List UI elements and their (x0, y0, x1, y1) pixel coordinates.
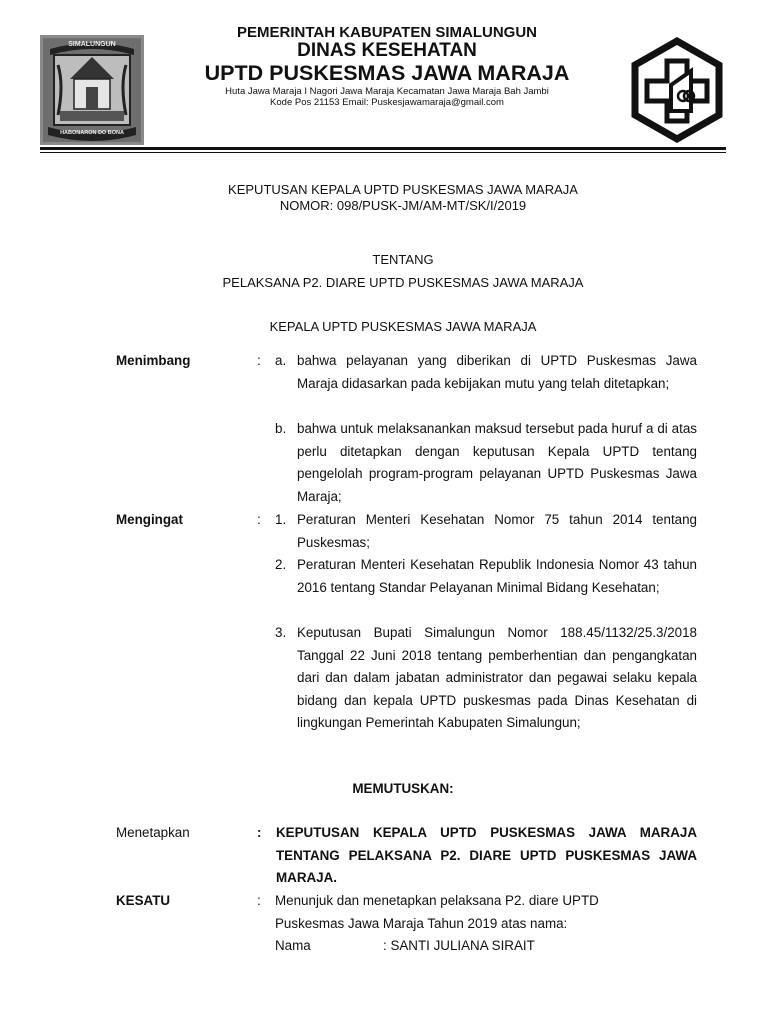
puskesmas-logo (627, 35, 727, 145)
letterhead-line3: UPTD PUSKESMAS JAWA MARAJA (204, 61, 570, 85)
letterhead-address2: Kode Pos 21153 Email: Puskesjawamaraja@gmail.com (270, 97, 504, 108)
mengingat-marker-1: 1. (275, 512, 287, 527)
mengingat-marker-2: 2. (275, 557, 287, 572)
tentang-heading: TENTANG (372, 252, 434, 267)
menimbang-item-b: bahwa untuk melaksanankan maksud tersebut pada huruf a di atas perlu ditetapkan dengan keputusan Kepala UPTD tentang pengelolah program-program pelayanan UPTD Puskesmas Jawa Maraja; (297, 421, 697, 504)
kesatu-label: KESATU (116, 893, 171, 908)
letterhead-address1: Huta Jawa Maraja I Nagori Jawa Maraja Kecamatan Jawa Maraja Bah Jambi (225, 86, 549, 97)
menetapkan-colon: : (257, 825, 262, 840)
mengingat-marker-3: 3. (275, 625, 287, 640)
decree-title: KEPUTUSAN KEPALA UPTD PUSKESMAS JAWA MARAJA (228, 182, 578, 197)
memutuskan-heading: MEMUTUSKAN: (352, 781, 454, 796)
mengingat-label: Mengingat (116, 512, 183, 527)
decree-subject: PELAKSANA P2. DIARE UPTD PUSKESMAS JAWA MARAJA (222, 275, 584, 290)
kesatu-line1: Menunjuk dan menetapkan pelaksana P2. diare UPTD (275, 893, 599, 908)
letterhead-rule-thick (40, 147, 726, 150)
decree-number: NOMOR: 098/PUSK-JM/AM-MT/SK/I/2019 (279, 198, 527, 213)
logo-bottom-text: HABONARON DO BONA (60, 130, 124, 136)
menimbang-item-a: bahwa pelayanan yang diberikan di UPTD Puskesmas Jawa Maraja didasarkan pada kebijakan mutu yang telah ditetapkan; (297, 353, 697, 391)
kesatu-line2: Puskesmas Jawa Maraja Tahun 2019 atas nama: (275, 916, 568, 931)
letterhead-line2: DINAS KESEHATAN (297, 40, 477, 61)
nama-value: : SANTI JULIANA SIRAIT (383, 938, 535, 953)
logo-top-text: SIMALUNGUN (68, 41, 116, 48)
mengingat-colon: : (257, 512, 261, 527)
kesatu-colon: : (257, 893, 261, 908)
official-heading: KEPALA UPTD PUSKESMAS JAWA MARAJA (269, 319, 537, 334)
nama-label: Nama (275, 938, 311, 953)
simalungun-logo (40, 35, 144, 145)
menimbang-colon: : (257, 353, 261, 368)
menimbang-label: Menimbang (116, 353, 191, 368)
menimbang-marker-a: a. (275, 353, 287, 368)
letterhead-line1: PEMERINTAH KABUPATEN SIMALUNGUN (237, 24, 537, 41)
mengingat-item-1: Peraturan Menteri Kesehatan Nomor 75 tahun 2014 tentang Puskesmas; (297, 512, 697, 550)
mengingat-item-2: Peraturan Menteri Kesehatan Republik Indonesia Nomor 43 tahun 2016 tentang Standar Pelayanan Minimal Bidang Kesehatan; (297, 557, 697, 595)
mengingat-item-3: Keputusan Bupati Simalungun Nomor 188.45/1132/25.3/2018 Tanggal 22 Juni 2018 tentang pemberhentian dan pengangkatan dari dan dalam jabatan administrator dan pegawai selaku kepala bidang dan kepala UPTD puskesmas pada Dinas Kesehatan di lingkungan Pemerintah Kabupaten Simalungun; (297, 625, 697, 731)
letterhead-rule-thin (40, 152, 726, 153)
menimbang-marker-b: b. (275, 421, 287, 436)
menetapkan-text: KEPUTUSAN KEPALA UPTD PUSKESMAS JAWA MARAJA TENTANG PELAKSANA P2. DIARE UPTD PUSKESMAS JAWA MARAJA. (276, 825, 697, 886)
menetapkan-label: Menetapkan (116, 825, 190, 840)
